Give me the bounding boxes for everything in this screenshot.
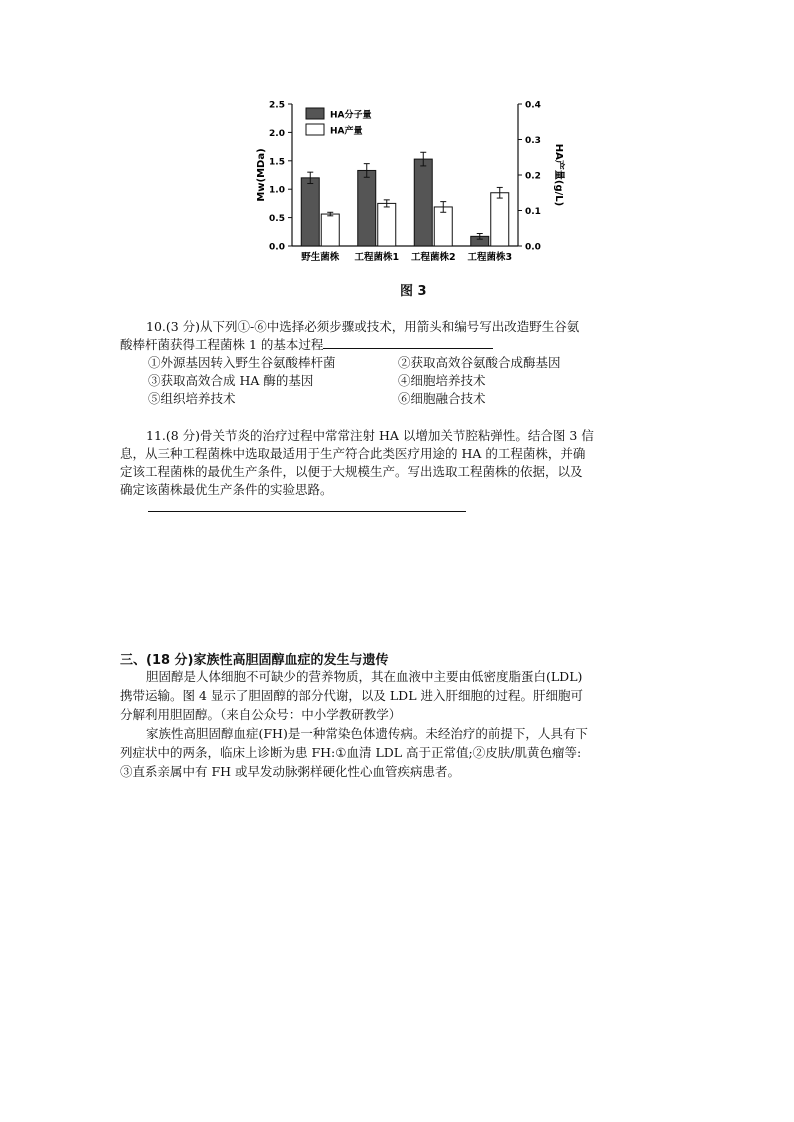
right-tick-label: 0.0 [525, 242, 541, 253]
option-6: ⑥细胞融合技术 [398, 391, 486, 406]
option-5: ⑤组织培养技术 [148, 391, 236, 406]
q11-line-2: 息，从三种工程菌株中选取最适用于生产符合此类医疗用途的 HA 的工程菌株，并确 [120, 446, 586, 461]
bar-ha-mw [414, 159, 432, 246]
answer-blank[interactable] [323, 336, 493, 349]
bar-ha-yield [491, 193, 509, 246]
option-2: ②获取高效谷氨酸合成酶基因 [398, 355, 561, 370]
category-label: 工程菌株3 [467, 252, 513, 263]
bar-chart [250, 94, 580, 274]
q11-line-3: 定该工程菌株的最优生产条件，以便于大规模生产。写出选取工程菌株的依据，以及 [120, 464, 583, 479]
left-tick-label: 1.0 [269, 185, 285, 196]
option-1: ①外源基因转入野生谷氨酸棒杆菌 [148, 355, 336, 370]
figure-caption: 图 3 [400, 284, 427, 299]
bar-ha-yield [378, 203, 396, 246]
category-label: 野生菌株 [301, 252, 340, 263]
s3-p2-line-3: ③直系亲属中有 FH 或早发动脉粥样硬化性心血管疾病患者。 [120, 764, 461, 779]
section-title: 三、(18 分)家族性高胆固醇血症的发生与遗传 [120, 653, 389, 668]
options-row-1 [120, 354, 680, 372]
q10-line-2-text: 酸棒杆菌获得工程菌株 1 的基本过程 [120, 337, 324, 352]
section-3-paragraph-2 [120, 724, 680, 781]
options-row-3 [120, 390, 680, 408]
right-tick-label: 0.4 [525, 100, 541, 111]
s3-p2-line-1: 家族性高胆固醇血症(FH)是一种常染色体遗传病。未经治疗的前提下，人具有下 [146, 726, 588, 741]
figure-3 [250, 94, 580, 304]
bar-ha-mw [301, 178, 319, 246]
s3-p1-line-2: 携带运输。图 4 显示了胆固醇的部分代谢，以及 LDL 进入肝细胞的过程。肝细胞可 [120, 688, 583, 703]
right-tick-label: 0.1 [525, 207, 541, 217]
option-3: ③获取高效合成 HA 酶的基因 [148, 373, 314, 388]
s3-p2-line-2: 列症状中的两条，临床上诊断为患 FH:①血清 LDL 高于正常值;②皮肤/肌黄色瘤等: [120, 745, 582, 760]
legend-swatch [306, 124, 324, 135]
s3-p1-line-1: 胆固醇是人体细胞不可缺少的营养物质，其在血液中主要由低密度脂蛋白(LDL) [146, 669, 583, 684]
q11-answer-area [120, 499, 680, 513]
q10-line-2 [120, 336, 680, 354]
category-label: 工程菌株2 [410, 252, 456, 263]
left-tick-label: 2.0 [269, 128, 285, 139]
question-10 [120, 318, 680, 408]
left-tick-label: 0.5 [269, 214, 285, 225]
bar-ha-yield [434, 207, 452, 246]
legend-label: HA产量 [330, 126, 363, 137]
left-tick-label: 1.5 [269, 157, 285, 168]
y-axis-label-right: HA产量(g/L) [553, 143, 564, 207]
question-11 [120, 427, 680, 513]
left-tick-label: 2.5 [269, 100, 285, 111]
left-tick-label: 0.0 [269, 242, 285, 253]
bar-ha-mw [358, 170, 376, 246]
legend-label: HA分子量 [330, 110, 372, 121]
s3-p1-line-3: 分解利用胆固醇。（来自公众号：中小学教研教学） [120, 707, 402, 722]
section-3-paragraph-1 [120, 667, 680, 724]
right-tick-label: 0.2 [525, 171, 541, 182]
right-tick-label: 0.3 [525, 136, 541, 146]
options-row-2 [120, 372, 680, 390]
category-label: 工程菌株1 [354, 252, 400, 263]
answer-blank[interactable] [148, 499, 466, 512]
option-4: ④细胞培养技术 [398, 373, 486, 388]
legend-swatch [306, 108, 324, 119]
q10-line-1: 10.(3 分)从下列①-⑥中选择必须步骤或技术，用箭头和编号写出改造野生谷氨 [146, 319, 580, 334]
bar-ha-yield [321, 214, 339, 246]
q11-line-4: 确定该菌株最优生产条件的实验思路。 [120, 482, 333, 497]
q11-line-1: 11.(8 分)骨关节炎的治疗过程中常常注射 HA 以增加关节腔粘弹性。结合图 3 信 [146, 428, 594, 443]
y-axis-label-left: Mw(MDa) [256, 148, 267, 202]
